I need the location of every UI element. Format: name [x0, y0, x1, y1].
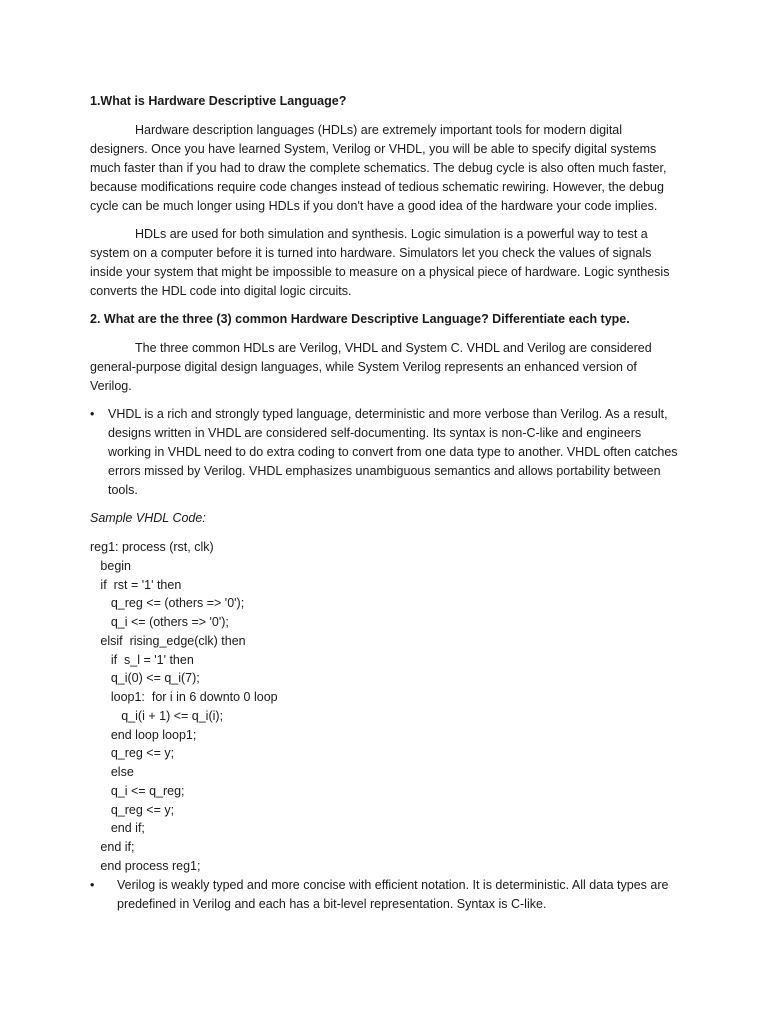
verilog-bullet-list [90, 876, 680, 914]
code-line: q_reg <= (others => '0'); [90, 596, 245, 611]
code-line: end if; [90, 821, 145, 836]
code-line: q_i(i + 1) <= q_i(i); [90, 708, 224, 723]
code-line: end process reg1; [90, 858, 201, 873]
code-line: end loop loop1; [90, 727, 197, 742]
code-line: if rst = '1' then [90, 577, 182, 592]
code-line: reg1: process (rst, clk) [90, 540, 214, 554]
code-line: q_reg <= y; [90, 746, 175, 761]
question-1-heading: 1.What is Hardware Descriptive Language? [90, 94, 347, 108]
sample-code-caption: Sample VHDL Code: [90, 511, 206, 525]
code-line: if s_l = '1' then [90, 652, 194, 667]
code-line: begin [90, 558, 132, 573]
verilog-description: Verilog is weakly typed and more concise with efficient notation. It is deterministic. All data types are predefined in Verilog and each has a bit-level representation. Syntax is C-like. [117, 877, 669, 911]
list-item-vhdl [90, 405, 680, 500]
code-line: else [90, 765, 134, 779]
q1-paragraph-2: HDLs are used for both simulation and synthesis. Logic simulation is a powerful way to test a system on a computer before it is turned into hardware. Simulators let you check the values of signals inside your system that might be impossible to measure on a physical piece of hardware. Logic synthesis converts the HDL code into digital logic circuits. [90, 227, 670, 298]
question-2-heading: 2. What are the three (3) common Hardware Descriptive Language? Differentiate each type. [90, 312, 630, 326]
bullet-icon: • [90, 407, 95, 421]
q1-paragraph-1: Hardware description languages (HDLs) are extremely important tools for modern digital designers. Once you have learned System, Verilog or VHDL, you will be able to specify digital systems much faster than if you had to draw the complete schematics. The debug cycle is also often much faster, because modifications require code changes instead of tedious schematic rewiring. However, the debug cycle can be much longer using HDLs if you don't have a good idea of the hardware your code implies. [90, 123, 667, 213]
code-line: elsif rising_edge(clk) then [90, 633, 246, 648]
code-line: end if; [90, 840, 135, 854]
vhdl-code-block [90, 538, 680, 876]
vhdl-description: VHDL is a rich and strongly typed language, deterministic and more verbose than Verilog. As a result, designs written in VHDL are considered self-documenting. Its syntax is non-C-like and engineers working in VHDL need to do extra coding to convert from one data type to another. VHDL often catches errors missed by Verilog. VHDL emphasizes unambiguous semantics and allows portability between tools. [108, 407, 678, 497]
vhdl-bullet-list [90, 405, 680, 500]
q2-intro-paragraph: The three common HDLs are Verilog, VHDL and System C. VHDL and Verilog are considered general-purpose digital design languages, while System Verilog represents an enhanced version of Verilog. [90, 341, 652, 393]
code-line: q_i(0) <= q_i(7); [90, 671, 200, 686]
document-page [90, 92, 680, 923]
code-line: loop1: for i in 6 downto 0 loop [90, 690, 278, 704]
list-item-verilog [90, 876, 680, 914]
code-line: q_reg <= y; [90, 802, 175, 817]
bullet-icon: • [90, 877, 95, 892]
code-line: q_i <= (others => '0'); [90, 615, 229, 629]
code-line: q_i <= q_reg; [90, 783, 185, 798]
